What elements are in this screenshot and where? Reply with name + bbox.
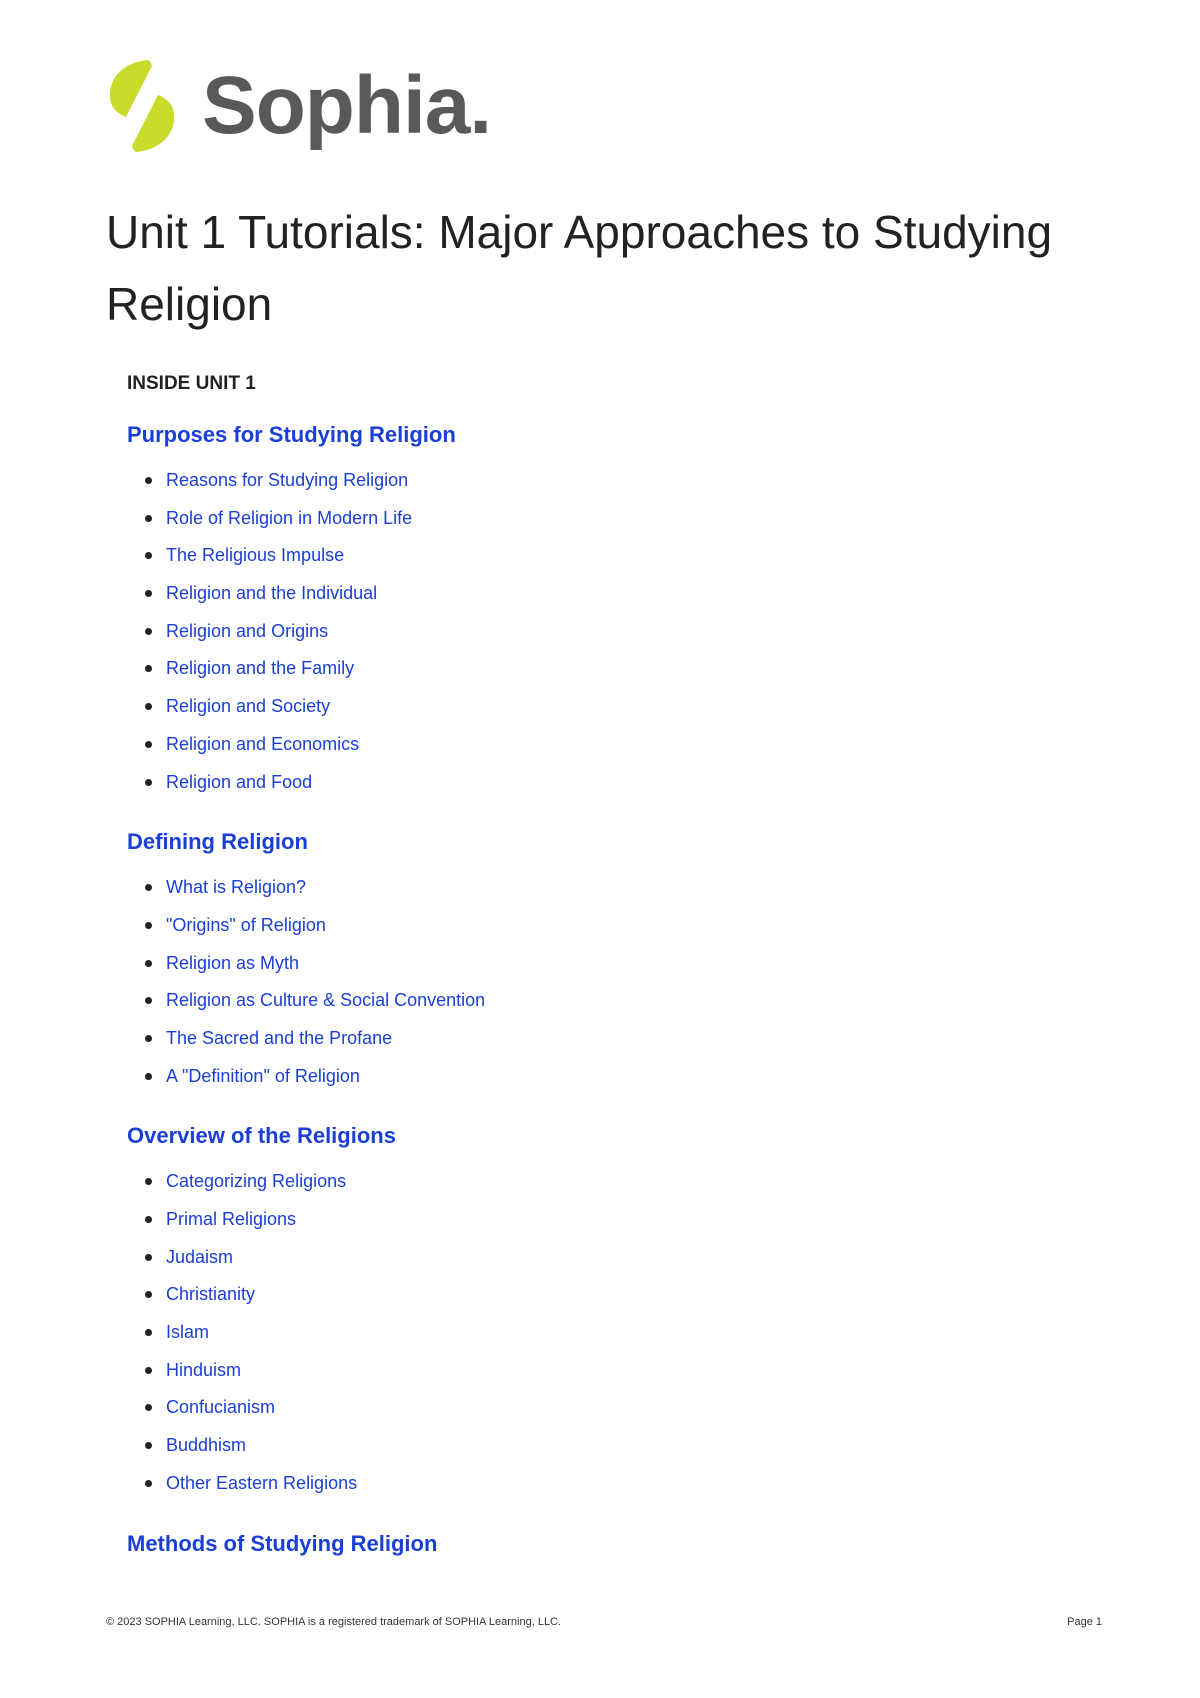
topic-link[interactable] <box>145 580 1087 618</box>
topic-link[interactable] <box>145 1244 1087 1282</box>
topic-link-label: Hinduism <box>166 1359 242 1380</box>
topic-link[interactable] <box>145 618 1087 656</box>
topic-link[interactable] <box>145 1168 1087 1206</box>
topic-link-label: Religion and the Family <box>166 658 355 679</box>
topic-link-label: Religion and Society <box>166 696 331 717</box>
bullet-icon <box>145 1404 152 1411</box>
sophia-wordmark: Sophia. <box>202 60 492 151</box>
bullet-icon <box>145 741 152 748</box>
topic-link-label: Other Eastern Religions <box>166 1472 358 1493</box>
topic-link-label: Religion and the Individual <box>166 583 378 604</box>
bullet-icon <box>145 1073 152 1080</box>
bullet-icon <box>145 515 152 522</box>
topic-link-label: Categorizing Religions <box>166 1171 347 1192</box>
topic-link-label: Religion and Food <box>166 771 313 792</box>
topic-link-label: Role of Religion in Modern Life <box>166 507 413 528</box>
brand-name: Sophia <box>202 60 470 151</box>
bullet-icon <box>145 1254 152 1261</box>
bullet-icon <box>145 1178 152 1185</box>
topic-link-label: Religion and Economics <box>166 733 360 754</box>
bullet-icon <box>145 628 152 635</box>
section-heading-link[interactable]: Overview of the Religions <box>127 1123 396 1149</box>
bullet-icon <box>145 1291 152 1298</box>
topic-link[interactable] <box>145 1281 1087 1319</box>
page-number: Page 1 <box>1067 1616 1102 1628</box>
topic-link[interactable] <box>145 1025 1087 1063</box>
section-heading-link[interactable]: Methods of Studying Religion <box>127 1530 438 1556</box>
topic-link[interactable] <box>145 731 1087 769</box>
topic-link-label: The Sacred and the Profane <box>166 1027 393 1048</box>
topic-link[interactable] <box>145 505 1087 543</box>
topic-link[interactable] <box>145 1432 1087 1470</box>
topic-link-label: Reasons for Studying Religion <box>166 470 409 490</box>
topic-link[interactable] <box>145 1470 1087 1508</box>
page-footer <box>106 1616 1102 1628</box>
bullet-icon <box>145 960 152 967</box>
unit-contents <box>127 372 1087 1576</box>
topic-link[interactable] <box>145 1063 1087 1101</box>
bullet-icon <box>145 922 152 929</box>
topic-link-label: Islam <box>166 1322 210 1343</box>
topic-link[interactable] <box>145 912 1087 950</box>
topic-link[interactable] <box>145 769 1087 807</box>
topic-link-label: "Origins" of Religion <box>166 914 326 935</box>
topic-list <box>127 1168 1087 1507</box>
topic-link-label: Christianity <box>166 1284 256 1305</box>
bullet-icon <box>145 477 152 484</box>
bullet-icon <box>145 1329 152 1336</box>
topic-list <box>127 874 1087 1100</box>
bullet-icon <box>145 552 152 559</box>
section-heading-link[interactable]: Defining Religion <box>127 829 308 855</box>
topic-link-label: Primal Religions <box>166 1209 297 1229</box>
topic-link-label: Buddhism <box>166 1435 247 1456</box>
topic-link[interactable] <box>145 874 1087 912</box>
topic-link[interactable] <box>145 1206 1087 1244</box>
sophia-s-leaf-logo-icon <box>104 56 180 156</box>
bullet-icon <box>145 665 152 672</box>
section-heading-link[interactable]: Purposes for Studying Religion <box>127 422 456 447</box>
topic-link-label: Confucianism <box>166 1397 276 1418</box>
bullet-icon <box>145 997 152 1004</box>
bullet-icon <box>145 779 152 786</box>
bullet-icon <box>145 1442 152 1449</box>
topic-link[interactable] <box>145 987 1087 1025</box>
bullet-icon <box>145 1035 152 1042</box>
topic-link-label: The Religious Impulse <box>166 545 345 566</box>
bullet-icon <box>145 1216 152 1223</box>
bullet-icon <box>145 1480 152 1487</box>
topic-link-label: Religion as Culture & Social Convention <box>166 990 486 1011</box>
topic-link[interactable] <box>145 655 1087 693</box>
topic-link[interactable] <box>145 693 1087 731</box>
topic-link-label: What is Religion? <box>166 877 307 898</box>
bullet-icon <box>145 703 152 710</box>
bullet-icon <box>145 1367 152 1374</box>
topic-list <box>127 467 1087 806</box>
topic-link[interactable] <box>145 467 1087 505</box>
topic-link-label: Religion as Myth <box>166 952 300 973</box>
topic-link[interactable] <box>145 1357 1087 1395</box>
topic-link-label: A "Definition" of Religion <box>166 1065 360 1086</box>
sophia-logo <box>104 56 491 156</box>
copyright-notice: © 2023 SOPHIA Learning, LLC. SOPHIA is a registered trademark of SOPHIA Learning, LLC. <box>106 1616 562 1628</box>
topic-link[interactable] <box>145 542 1087 580</box>
topic-link[interactable] <box>145 1394 1087 1432</box>
topic-link-label: Judaism <box>166 1246 234 1267</box>
section-list <box>127 421 1087 1558</box>
bullet-icon <box>145 590 152 597</box>
topic-link[interactable] <box>145 950 1087 988</box>
page-title: Unit 1 Tutorials: Major Approaches to Studying Religion <box>106 206 1053 330</box>
inside-unit-label: INSIDE UNIT 1 <box>127 373 256 394</box>
topic-link[interactable] <box>145 1319 1087 1357</box>
topic-link-label: Religion and Origins <box>166 620 329 641</box>
bullet-icon <box>145 884 152 891</box>
